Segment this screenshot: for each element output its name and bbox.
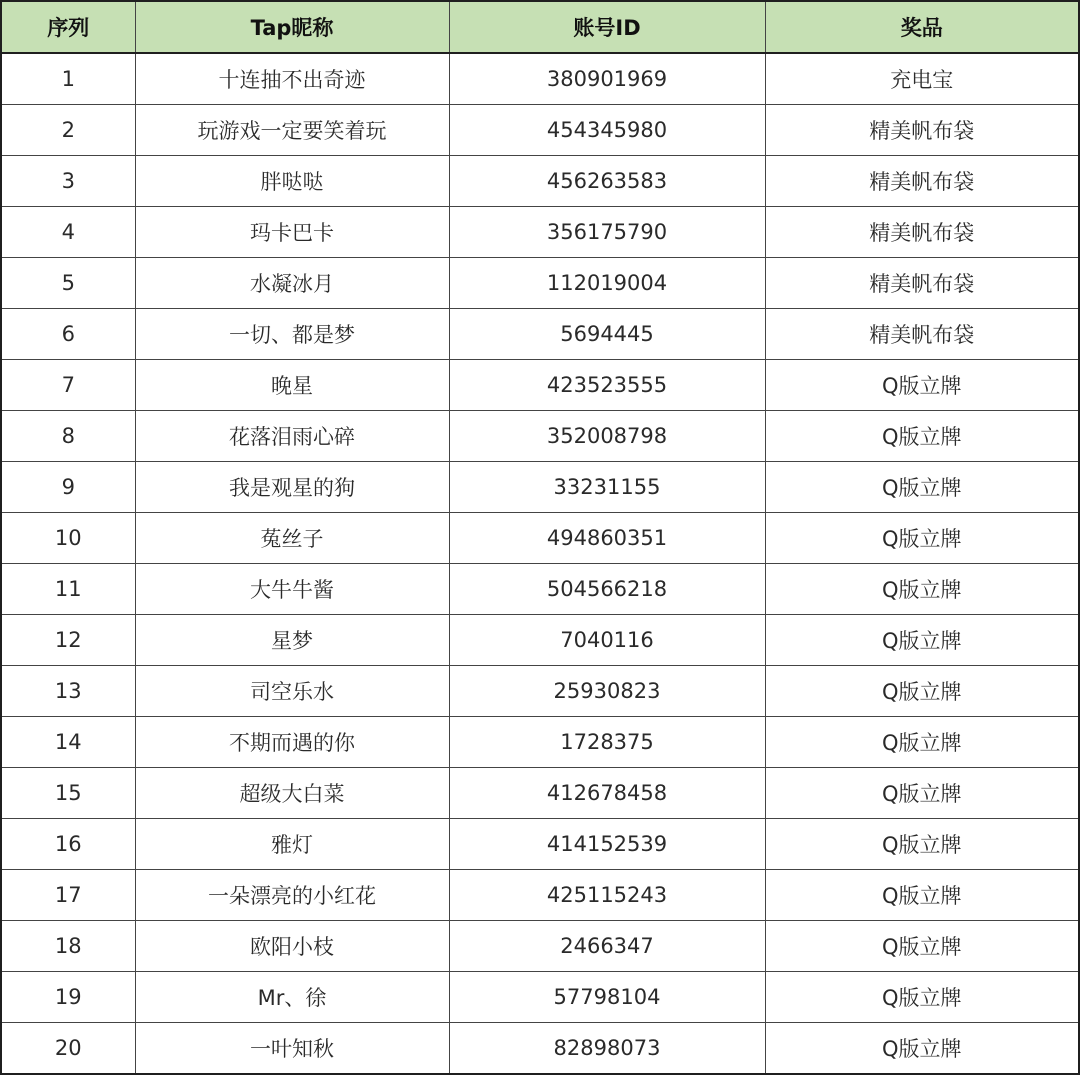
cell-prize: 精美帆布袋 xyxy=(765,258,1079,309)
table-row xyxy=(1,972,1079,1023)
cell-tap-nickname: 我是观星的狗 xyxy=(135,462,449,513)
cell-tap-nickname: 欧阳小枝 xyxy=(135,921,449,972)
cell-index: 20 xyxy=(1,1023,135,1075)
table-row xyxy=(1,921,1079,972)
cell-account-id: 425115243 xyxy=(449,870,765,921)
cell-account-id: 454345980 xyxy=(449,105,765,156)
cell-index: 18 xyxy=(1,921,135,972)
cell-prize: Q版立牌 xyxy=(765,513,1079,564)
header-index: 序列 xyxy=(1,1,135,53)
cell-prize: Q版立牌 xyxy=(765,870,1079,921)
cell-account-id: 412678458 xyxy=(449,768,765,819)
table-row xyxy=(1,360,1079,411)
cell-prize: Q版立牌 xyxy=(765,666,1079,717)
cell-account-id: 504566218 xyxy=(449,564,765,615)
table-header xyxy=(1,1,1079,53)
table-row xyxy=(1,462,1079,513)
cell-account-id: 57798104 xyxy=(449,972,765,1023)
cell-index: 4 xyxy=(1,207,135,258)
cell-tap-nickname: 雅灯 xyxy=(135,819,449,870)
cell-prize: Q版立牌 xyxy=(765,360,1079,411)
cell-account-id: 494860351 xyxy=(449,513,765,564)
table-row xyxy=(1,615,1079,666)
cell-account-id: 112019004 xyxy=(449,258,765,309)
cell-index: 7 xyxy=(1,360,135,411)
cell-prize: Q版立牌 xyxy=(765,921,1079,972)
cell-account-id: 7040116 xyxy=(449,615,765,666)
table-row xyxy=(1,819,1079,870)
cell-account-id: 2466347 xyxy=(449,921,765,972)
cell-account-id: 1728375 xyxy=(449,717,765,768)
cell-account-id: 456263583 xyxy=(449,156,765,207)
header-row xyxy=(1,1,1079,53)
cell-prize: 精美帆布袋 xyxy=(765,207,1079,258)
cell-index: 3 xyxy=(1,156,135,207)
cell-account-id: 25930823 xyxy=(449,666,765,717)
cell-account-id: 82898073 xyxy=(449,1023,765,1075)
header-tap-nickname: Tap昵称 xyxy=(135,1,449,53)
cell-prize: Q版立牌 xyxy=(765,717,1079,768)
table-row xyxy=(1,1023,1079,1075)
cell-index: 16 xyxy=(1,819,135,870)
table-body xyxy=(1,53,1079,1074)
cell-tap-nickname: Mr、徐 xyxy=(135,972,449,1023)
cell-index: 12 xyxy=(1,615,135,666)
cell-tap-nickname: 超级大白菜 xyxy=(135,768,449,819)
cell-prize: Q版立牌 xyxy=(765,768,1079,819)
cell-tap-nickname: 玩游戏一定要笑着玩 xyxy=(135,105,449,156)
table-row xyxy=(1,666,1079,717)
cell-tap-nickname: 水凝冰月 xyxy=(135,258,449,309)
cell-prize: Q版立牌 xyxy=(765,564,1079,615)
cell-tap-nickname: 大牛牛酱 xyxy=(135,564,449,615)
header-prize: 奖品 xyxy=(765,1,1079,53)
cell-prize: Q版立牌 xyxy=(765,819,1079,870)
cell-account-id: 356175790 xyxy=(449,207,765,258)
cell-prize: 精美帆布袋 xyxy=(765,156,1079,207)
cell-prize: Q版立牌 xyxy=(765,1023,1079,1075)
cell-tap-nickname: 不期而遇的你 xyxy=(135,717,449,768)
cell-account-id: 352008798 xyxy=(449,411,765,462)
table-row xyxy=(1,207,1079,258)
table-row xyxy=(1,513,1079,564)
cell-prize: 精美帆布袋 xyxy=(765,309,1079,360)
table-row xyxy=(1,768,1079,819)
cell-account-id: 33231155 xyxy=(449,462,765,513)
cell-account-id: 414152539 xyxy=(449,819,765,870)
table-row xyxy=(1,717,1079,768)
cell-tap-nickname: 菟丝子 xyxy=(135,513,449,564)
cell-tap-nickname: 星梦 xyxy=(135,615,449,666)
cell-prize: Q版立牌 xyxy=(765,615,1079,666)
cell-tap-nickname: 玛卡巴卡 xyxy=(135,207,449,258)
cell-index: 10 xyxy=(1,513,135,564)
cell-tap-nickname: 花落泪雨心碎 xyxy=(135,411,449,462)
cell-account-id: 5694445 xyxy=(449,309,765,360)
cell-index: 13 xyxy=(1,666,135,717)
cell-tap-nickname: 一朵漂亮的小红花 xyxy=(135,870,449,921)
cell-prize: Q版立牌 xyxy=(765,462,1079,513)
cell-tap-nickname: 一叶知秋 xyxy=(135,1023,449,1075)
table-row xyxy=(1,156,1079,207)
cell-account-id: 380901969 xyxy=(449,53,765,105)
cell-account-id: 423523555 xyxy=(449,360,765,411)
cell-index: 9 xyxy=(1,462,135,513)
header-account-id: 账号ID xyxy=(449,1,765,53)
cell-index: 14 xyxy=(1,717,135,768)
cell-tap-nickname: 一切、都是梦 xyxy=(135,309,449,360)
table-row xyxy=(1,411,1079,462)
cell-index: 5 xyxy=(1,258,135,309)
cell-index: 15 xyxy=(1,768,135,819)
cell-index: 2 xyxy=(1,105,135,156)
table-row xyxy=(1,53,1079,105)
cell-index: 8 xyxy=(1,411,135,462)
cell-tap-nickname: 晚星 xyxy=(135,360,449,411)
cell-index: 6 xyxy=(1,309,135,360)
cell-prize: 精美帆布袋 xyxy=(765,105,1079,156)
table-row xyxy=(1,105,1079,156)
cell-prize: 充电宝 xyxy=(765,53,1079,105)
cell-tap-nickname: 十连抽不出奇迹 xyxy=(135,53,449,105)
table-row xyxy=(1,564,1079,615)
cell-tap-nickname: 司空乐水 xyxy=(135,666,449,717)
table-row xyxy=(1,309,1079,360)
cell-tap-nickname: 胖哒哒 xyxy=(135,156,449,207)
cell-prize: Q版立牌 xyxy=(765,972,1079,1023)
cell-index: 11 xyxy=(1,564,135,615)
cell-prize: Q版立牌 xyxy=(765,411,1079,462)
cell-index: 17 xyxy=(1,870,135,921)
cell-index: 19 xyxy=(1,972,135,1023)
table-row xyxy=(1,258,1079,309)
table-row xyxy=(1,870,1079,921)
cell-index: 1 xyxy=(1,53,135,105)
